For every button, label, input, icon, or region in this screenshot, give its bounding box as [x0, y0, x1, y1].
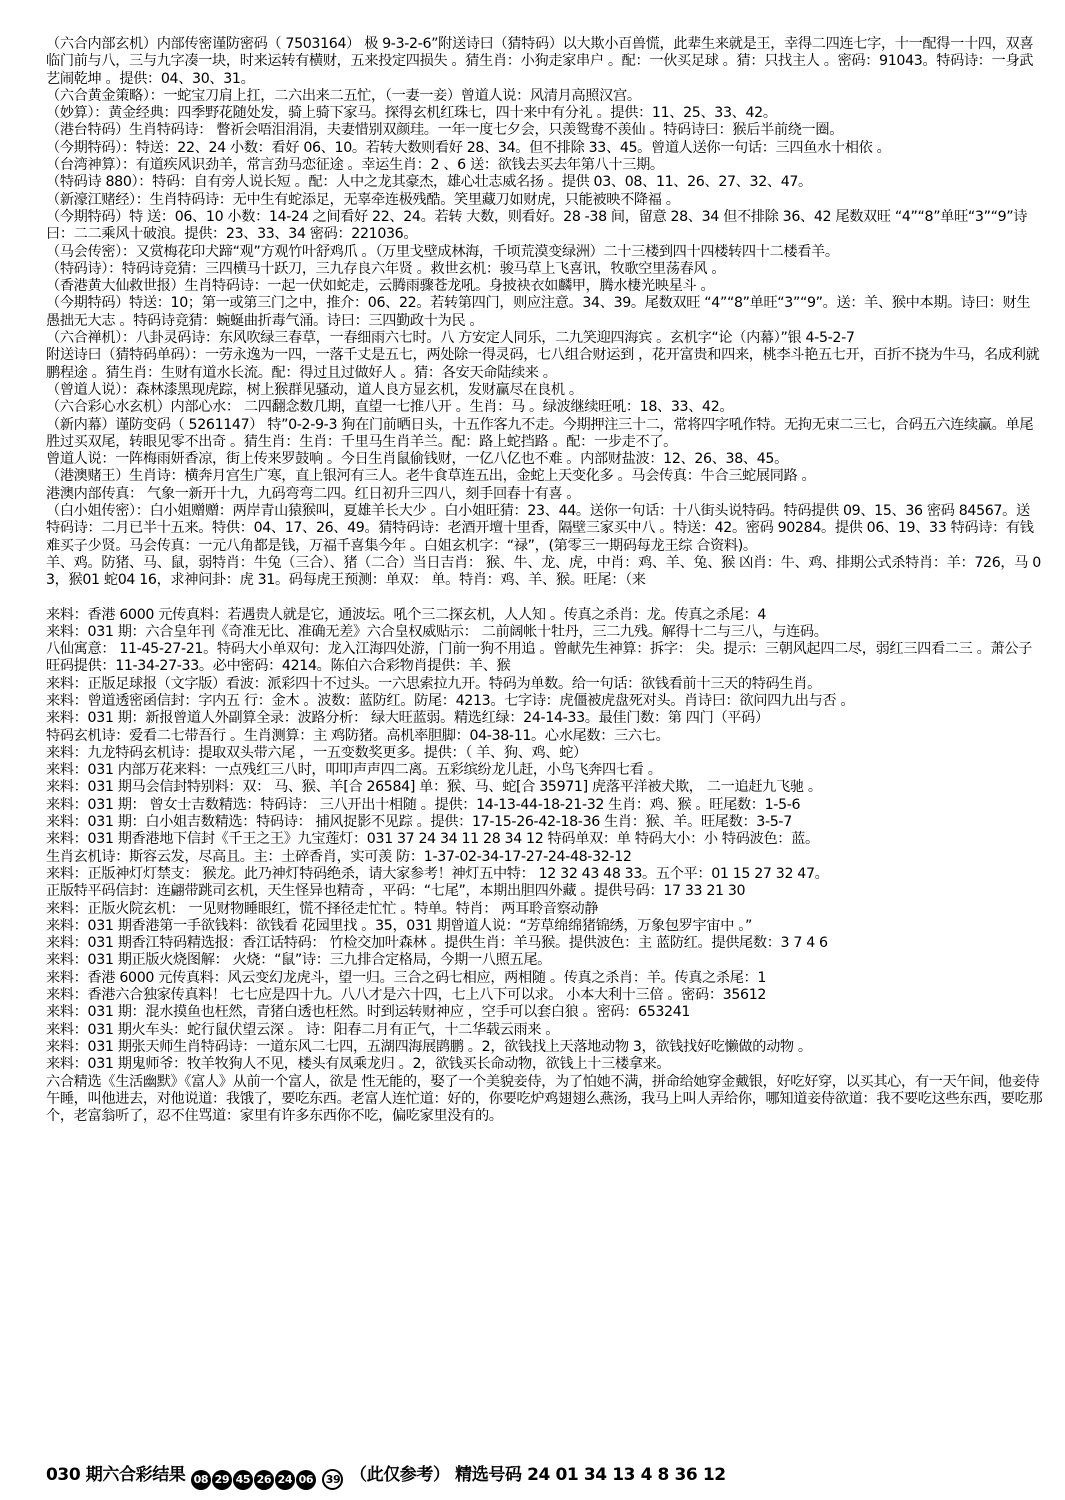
- lottery-result-footer: [46, 1460, 1046, 1490]
- text-line: 正版特平码信封：连翩带跳司玄机，天生怪异也精奇 ，平码：“七尾”，本期出胆四外藏 。提供号码：17 33 21 30: [46, 883, 746, 900]
- text-line: 来料：正版足球报（文字版）看波：派彩四十不过头。一六思索拉九开。特码为单数。给一句话：欲钱看前十三天的特码生肖。: [46, 675, 821, 692]
- text-line: （新内幕）谨防变码（ 5261147） 特”0-2-9-3 狗在门前晒日头，十五作客九不走。今期押注三十二，常将四字吼作特。无拘无束二三七，合码五六连续赢。单尾胜过买双尾，转眼见零不出奇 。猜生肖：生肖：千里马生肖羊兰。配：路上蛇挡路 。配：一步走不了。: [46, 416, 1034, 450]
- section-spacer: [46, 590, 1043, 607]
- text-line: 来料：香港 6000 元传真料：风云变幻龙虎斗，望一归。三合之码七相应，两相随 。传真之杀肖：羊。传真之杀尾：1: [46, 969, 767, 986]
- text-line: （特码诗 880）：特码：自有旁人说长短 。配：人中之龙其豪杰，雄心壮志威名扬 。提供 03、08、11、26、27、32、47。: [46, 174, 812, 191]
- result-ball: 24: [275, 1470, 295, 1490]
- text-line: 附送诗曰（猜特码单码）：一劳永逸为一四，一落千丈是五七，两处除一得灵码，七八组合财运到 ，花开富贵和四来，桃李斗艳五七开，百折不挠为牛马，名成利就鹏程途 。猜生肖：生财有道水长流。配：得过且过做好人 。猜：各安天命陆续来 。: [46, 347, 1040, 381]
- text-line: （马会传密）：又赏梅花印犬蹄“观”方观竹叶舒鸡爪 。（万里戈壁成林海，千顷荒漠变绿洲）二十三楼到四十四楼转四十二楼看羊。: [46, 243, 839, 260]
- picks-label: 精选号码: [455, 1465, 522, 1485]
- text-line: 来料：031 期马会信封特别料：双： 马、猴、羊[合 26584] 单：猴、马、蛇[合 35971] 虎落平洋被犬欺， 二一追赶九飞驰 。: [46, 779, 822, 796]
- text-line: 来料：九龙特码玄机诗：提取双头带六尾 ，一五变数奖更多。提供：（ 羊、狗、鸡、蛇）: [46, 744, 587, 761]
- text-line: （六合禅机）：八卦灵码诗：东风吹绿三春草，一春细雨六七时。八 方安定人同乐，二九笑迎四海宾 。玄机字“论（内幕）”银 4-5-2-7: [46, 330, 855, 347]
- text-line: （妙算）：黄金经典：四季野花随处发，骑上骑下家马。探得玄机红珠七，四十来中有分礼 。提供：11、25、33、42。: [46, 105, 777, 122]
- text-line: 来料：031 期：新报曾道人外副算全录：波路分析： 绿大旺蓝弱。精选红绿：24-14-33。最佳门数：第 四门（平码）: [46, 710, 769, 727]
- result-ball: 26: [254, 1470, 274, 1490]
- text-line: 来料：031 期香港地下信封《千王之王》九宝莲灯：031 37 24 34 11 28 34 12 特码单双：单 特码大小：小 特码波色：蓝。: [46, 831, 819, 848]
- text-line: （今期特码）特 送：06、10 小数：14-24 之间看好 22、24。若转 大数，则看好。28 -38 间，留意 28、34 但不排除 36、42 尾数双旺 “4”“8”单旺“3”“9”诗曰：二二乘风十破浪。提供：23、33、34 密码：221036。: [46, 208, 1028, 243]
- text-line: 来料：031 期：混水摸鱼也枉然，青猪白透也枉然。时到运转财神应 ，空手可以套白狼 。密码：653241: [46, 1004, 691, 1021]
- text-line: （新濠江赌经）：生肖特码诗：无中生有蛇添足，无辜牵连极残酷。笑里藏刀如财虎，只能被映不降福 。: [46, 191, 680, 208]
- text-line: （港澳赌王）生肖诗：横奔月宫生广寒，直上银河有三人。老牛食草连五出，金蛇上天变化多 。马会传真：牛合三蛇展同路 。: [46, 468, 816, 485]
- reference-note: （此仅参考）: [350, 1465, 450, 1485]
- result-balls: [191, 1465, 317, 1485]
- text-line: 来料：031 期火车头：蛇行鼠伏望云深 。 诗：阳春二月有正气，十二华载云雨来 。: [46, 1021, 560, 1038]
- text-line: （六合彩心水玄机）内部心水： 二四翻念数几期，直望一七推八开 。生肖：马 。绿波继续旺吼：18、33、42。: [46, 399, 734, 416]
- text-line: 来料：031 期：白小姐吉数精选：特码诗： 捕风捉影不见踪 。提供：17-15-26-42-18-36 生肖：猴、羊。旺尾数：3-5-7: [46, 814, 792, 831]
- result-period-label: 030 期六合彩结果: [46, 1465, 186, 1485]
- result-ball: 06: [296, 1470, 316, 1490]
- text-line: 生肖玄机诗：斯容云发，尽高且。主：土碎香肖，实可羡 防：1-37-02-34-17-27-24-48-32-12: [46, 848, 632, 865]
- text-line: 来料：031 期香港第一手欲钱料：欲钱看 花园里找 。35，031 期曾道人说：“芳草绵绵猪锦绣，万象包罗宇宙中 。”: [46, 917, 752, 934]
- text-line: 来料：031 期鬼师爷：牧羊牧狗人不见，楼头有凤乘龙归 。2，欲钱买长命动物，欲钱上十三楼拿来。: [46, 1056, 671, 1073]
- text-line: 八仙寓意： 11-45-27-21。特码大小单双句：龙入江海四处游，门前一狗不用追 。曾献先生神算：拆字： 尖。提示：三朝风起四二尽，弱红三四看二三 。萧公子旺码提供：11-34-27-33。必中密码：4214。陈伯六合彩物肖提供：羊、猴: [46, 641, 1032, 675]
- text-line: 来料：031 期：六合皇年刊《奇准无比、准确无差》六合皇权威贴示： 二前阔帐十牡丹，三二九残。解得十二与三八，与连码。: [46, 623, 828, 640]
- text-line: 来料：正版火院玄机： 一见财物睡眼红，慌不择径走忙忙 。特单。特肖： 两耳聆音察动静: [46, 900, 599, 917]
- text-line: （台湾神算）：有道疾风识劲羊，常言劲马恋征途 。幸运生肖：2 、6 送：欲钱去买去年第八十三期。: [46, 157, 664, 174]
- second-article-block: [46, 607, 1043, 1126]
- result-ball: 08: [191, 1470, 211, 1490]
- text-line: （今期特码）：特送：22、24 小数：看好 06、10。若转大数则看好 28、34。但不排除 33、45。曾道人送你一句话：三四鱼水十相依 。: [46, 139, 891, 156]
- text-line: （今期特码）特送：10；第一或第三门之中，推介：06、22。若转第四门，则应注意。34、39。尾数双旺 “4”“8”单旺“3”“9”。送：羊、猴中本期。诗曰：财生愚拙无大志 。特码诗竞猜：蜿蜒曲折毒气涌。诗曰：三四勤政十为民 。: [46, 295, 1031, 329]
- text-line: 来料：031 内部万花来料：一点残红三八时，叩叩声声四二离。五彩缤纷龙儿赶，小鸟飞奔四七看 。: [46, 762, 662, 779]
- first-article-block: [46, 36, 1043, 590]
- text-line: 来料：031 期香江特码精选报：香江话特码： 竹检交加叶森林 。提供生肖：羊马猴。提供波色：主 蓝防红。提供尾数：3 7 4 6: [46, 935, 828, 952]
- special-number-ball: 39: [322, 1469, 343, 1490]
- text-line: 羊、鸡。防猪、马、鼠，弱特肖：牛兔（三合）、猪（二合）当日吉肖： 猴、牛、龙、虎，中肖：鸡、羊、兔、猴 凶肖：牛、鸡、排期公式杀特肖：羊：726，马 03，猴01 蛇04 16，求神问卦：虎 31。码每虎王预测：单双： 单。特肖：鸡、羊、猴。旺尾：（来: [46, 554, 1041, 589]
- text-line: （香港黄大仙救世报）生肖特码诗：一起一伏如蛇走，云腾雨骤苍龙吼。身披袂衣如麟甲，腾水棲光映星斗 。: [46, 278, 715, 295]
- text-line: 六合精选《生活幽默》《富人》从前一个富人，欲是 性无能的，娶了一个美貌妾侍，为了怕她不满，拼命给她穿金戴银，好吃好穿，以买其心，有一天午间，他妾侍午睡，叫他进去，对他说道：我饿了，要吃东西。老富人连忙道：好的，你要吃炉鸡翅翅么燕汤，我马上叫人弄给你，哪知道妾侍欲道：我不要吃这些东西，要吃那个，老富翁听了，忍不住骂道：家里有许多东西你不吃，偏吃家里没有的。: [46, 1073, 1043, 1125]
- text-line: 来料：031 期张天师生肖特码诗：一道东风二七四，五湖四海展鹍鹏 。2，欲钱找上天落地动物 3，欲钱找好吃懒做的动物 。: [46, 1038, 812, 1055]
- picks-numbers: 24 01 34 13 4 8 36 12: [527, 1465, 726, 1485]
- text-line: （六合内部玄机）内部传密谨防密码（ 7503164） 极 9-3-2-6”附送诗曰（猜特码）以大欺小百兽慌，此辈生来就是王，幸得二四连七字，十一配得一十四，双喜临门前与八，三与九字凑一块，时来运转有横财，五来投定四损失 。猜生肖：小狗走家串户 。配：一伙买足球 。猜：只找主人 。密码：91043。特码诗：一身武艺闹乾坤 。提供：04、30、31。: [46, 36, 1034, 87]
- text-line: 来料：031 期正版火烧图解： 火烧：“鼠”诗：三九排合定格局，今期一八照五尾。: [46, 952, 551, 969]
- text-line: 特码玄机诗：爱看二七带吾行 。生肖测算：主 鸡防猪。高机率胆脚：04-38-11。心水尾数：三六七。: [46, 727, 670, 744]
- text-line: 来料：香港六合独家传真料！ 七七应是四十九。八八才是六十四，七上八下可以求。 小本大利十三倍 。密码：35612: [46, 987, 767, 1004]
- text-line: 来料：香港 6000 元传真料：若遇贵人就是它，通波坛。吼个三二探玄机，人人知 。传真之杀肖：龙。传真之杀尾：4: [46, 606, 767, 623]
- text-line: （六合黄金策略）：一蛇宝刀肩上扛，二六出来二五忙，（一妻一妾）曾道人说：风清月高照汉宫。: [46, 87, 641, 104]
- text-line: 曾道人说：一阵梅雨妍香凉，街上传来罗鼓响 。今日生肖鼠偷钱财，一亿八亿也不难 。内部财盐波：12、26、38、45。: [46, 451, 788, 468]
- text-line: 港澳内部传真： 气象一新开十九，九码弯弯二四。红日初升三四八，刻手回春十有喜 。: [46, 485, 581, 502]
- result-ball: 29: [212, 1470, 232, 1490]
- text-line: （白小姐传密）：白小姐赠赠：两岸青山猿猴叫，夏雄羊长大少 。白小姐旺猜：23、44。送你一句话：十八街头说特码。特码提供 09、15、36 密码 84567。送特码诗：二月已半十五来。特供：04、17、26、49。猜特码诗：老酒开壇十里香，隔壁三家买中八 。特送：42。密码 90284。提供 06、19、33 特码诗：有钱难买子少贤。马会传真：一元八角都是钱，万福千喜集今年 。白姐玄机字：“禄”，(第零三一期码每龙王综 合资料)。: [46, 503, 1034, 554]
- result-ball: 45: [233, 1470, 253, 1490]
- text-line: 来料：正版神灯灯禁支： 猴龙。此乃神灯特码绝杀，请大家参考！神灯五中特： 12 32 43 48 33。五个平：01 15 27 32 47。: [46, 865, 829, 882]
- text-line: （特码诗）：特码诗竞猜：三四横马十跃刀，三九存良六年贤 。救世玄机：骏马草上飞喜讯，牧歌空里荡春风 。: [46, 260, 726, 277]
- text-line: （港台特码）生肖特码诗： 瞥祈会唔泪涓涓，夫妻惜别双颜珪。一年一度七夕会，只羡鸳鸯不羡仙 。特码诗曰：猴后半前绕一圈。: [46, 122, 844, 139]
- text-line: 来料：031 期： 曾女士吉数精选：特码诗： 三八开出十相随 。提供：14-13-44-18-21-32 生肖：鸡、猴 。旺尾数：1-5-6: [46, 796, 801, 813]
- text-line: （曾道人说）：森林漆黑现虎踪，树上猴群见骚动，道人良方显玄机，发财赢尽在良机 。: [46, 381, 583, 398]
- text-line: 来料：曾道透密函信封：字内五 行：金木 。波数：蓝防红。防尾：4213。七字诗：虎僵被虎盘死对头。肖诗曰：欲问四九出与否 。: [46, 692, 855, 709]
